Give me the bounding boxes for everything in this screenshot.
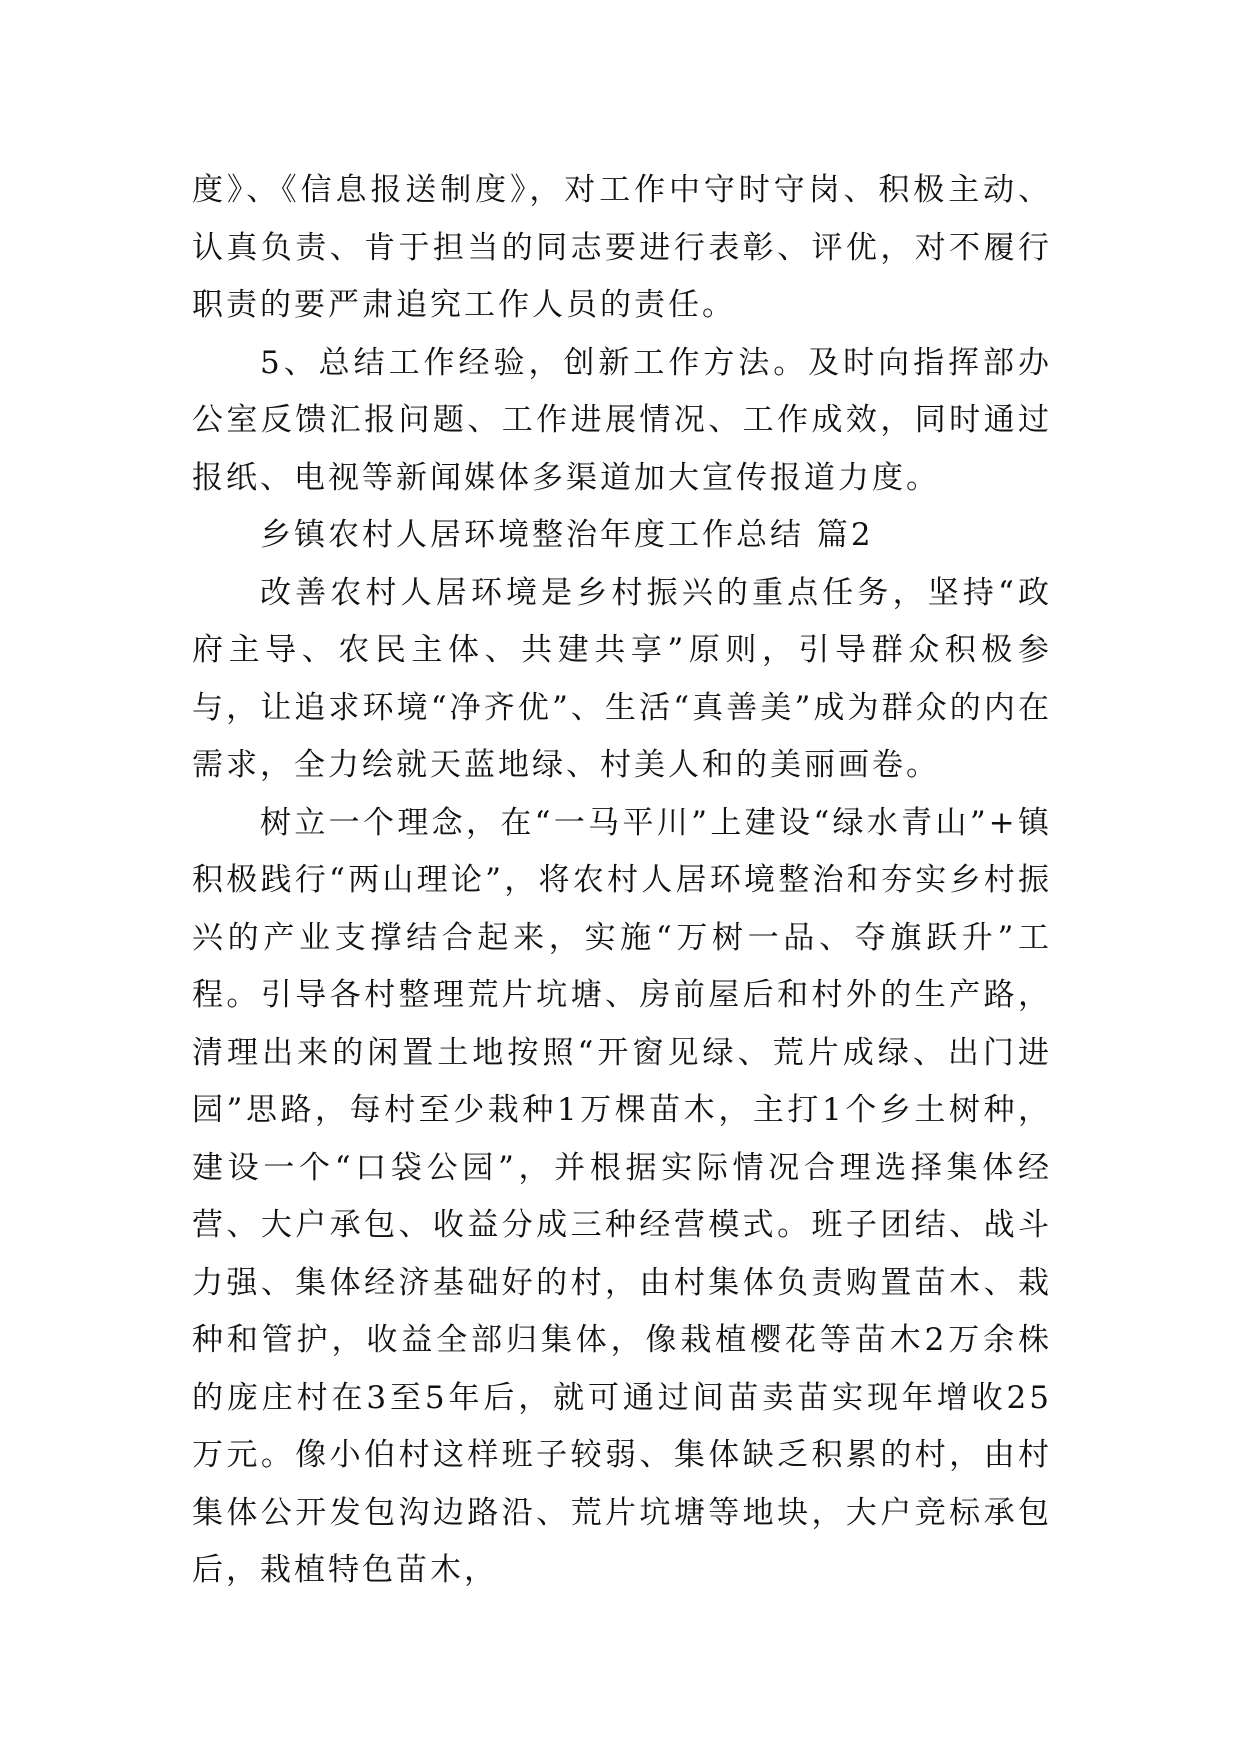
paragraph-concept: 树立一个理念，在“一马平川”上建设“绿水青山”+镇积极践行“两山理论”，将农村人居环境整治和夯实乡村振兴的产业支撑结合起来，实施“万树一品、夺旗跃升”工程。引导各村整理荒片坑塘、房前屋后和村外的生产路，清理出来的闲置土地按照“开窗见绿、荒片成绿、出门进园”思路，每村至少栽种1万棵苗木，主打1个乡土树种，建设一个“口袋公园”，并根据实际情况合理选择集体经营、大户承包、收益分成三种经营模式。班子团结、战斗力强、集体经济基础好的村，由村集体负责购置苗木、栽种和管护，收益全部归集体，像栽植樱花等苗木2万余株的庞庄村在3至5年后，就可通过间苗卖苗实现年增收25万元。像小伯村这样班子较弱、集体缺乏积累的村，由村集体公开发包沟边路沿、荒片坑塘等地块，大户竞标承包后，栽植特色苗木， xyxy=(192,804,1052,1588)
section-heading: 乡镇农村人居环境整治年度工作总结 篇2 xyxy=(260,517,874,553)
paragraph-continuation: 度》、《信息报送制度》，对工作中守时守岗、积极主动、认真负责、肯于担当的同志要进行表彰、评优，对不履行职责的要严肃追究工作人员的责任。 xyxy=(192,172,1052,323)
paragraph-item-5: 5、总结工作经验，创新工作方法。及时向指挥部办公室反馈汇报问题、工作进展情况、工作成效，同时通过报纸、电视等新闻媒体多渠道加大宣传报道力度。 xyxy=(192,344,1052,496)
paragraph-intro: 改善农村人居环境是乡村振兴的重点任务，坚持“政府主导、农民主体、共建共享”原则，引导群众积极参与，让追求环境“净齐优”、生活“真善美”成为群众的内在需求，全力绘就天蓝地绿、村美人和的美丽画卷。 xyxy=(192,574,1052,783)
document-body xyxy=(192,162,1052,1600)
